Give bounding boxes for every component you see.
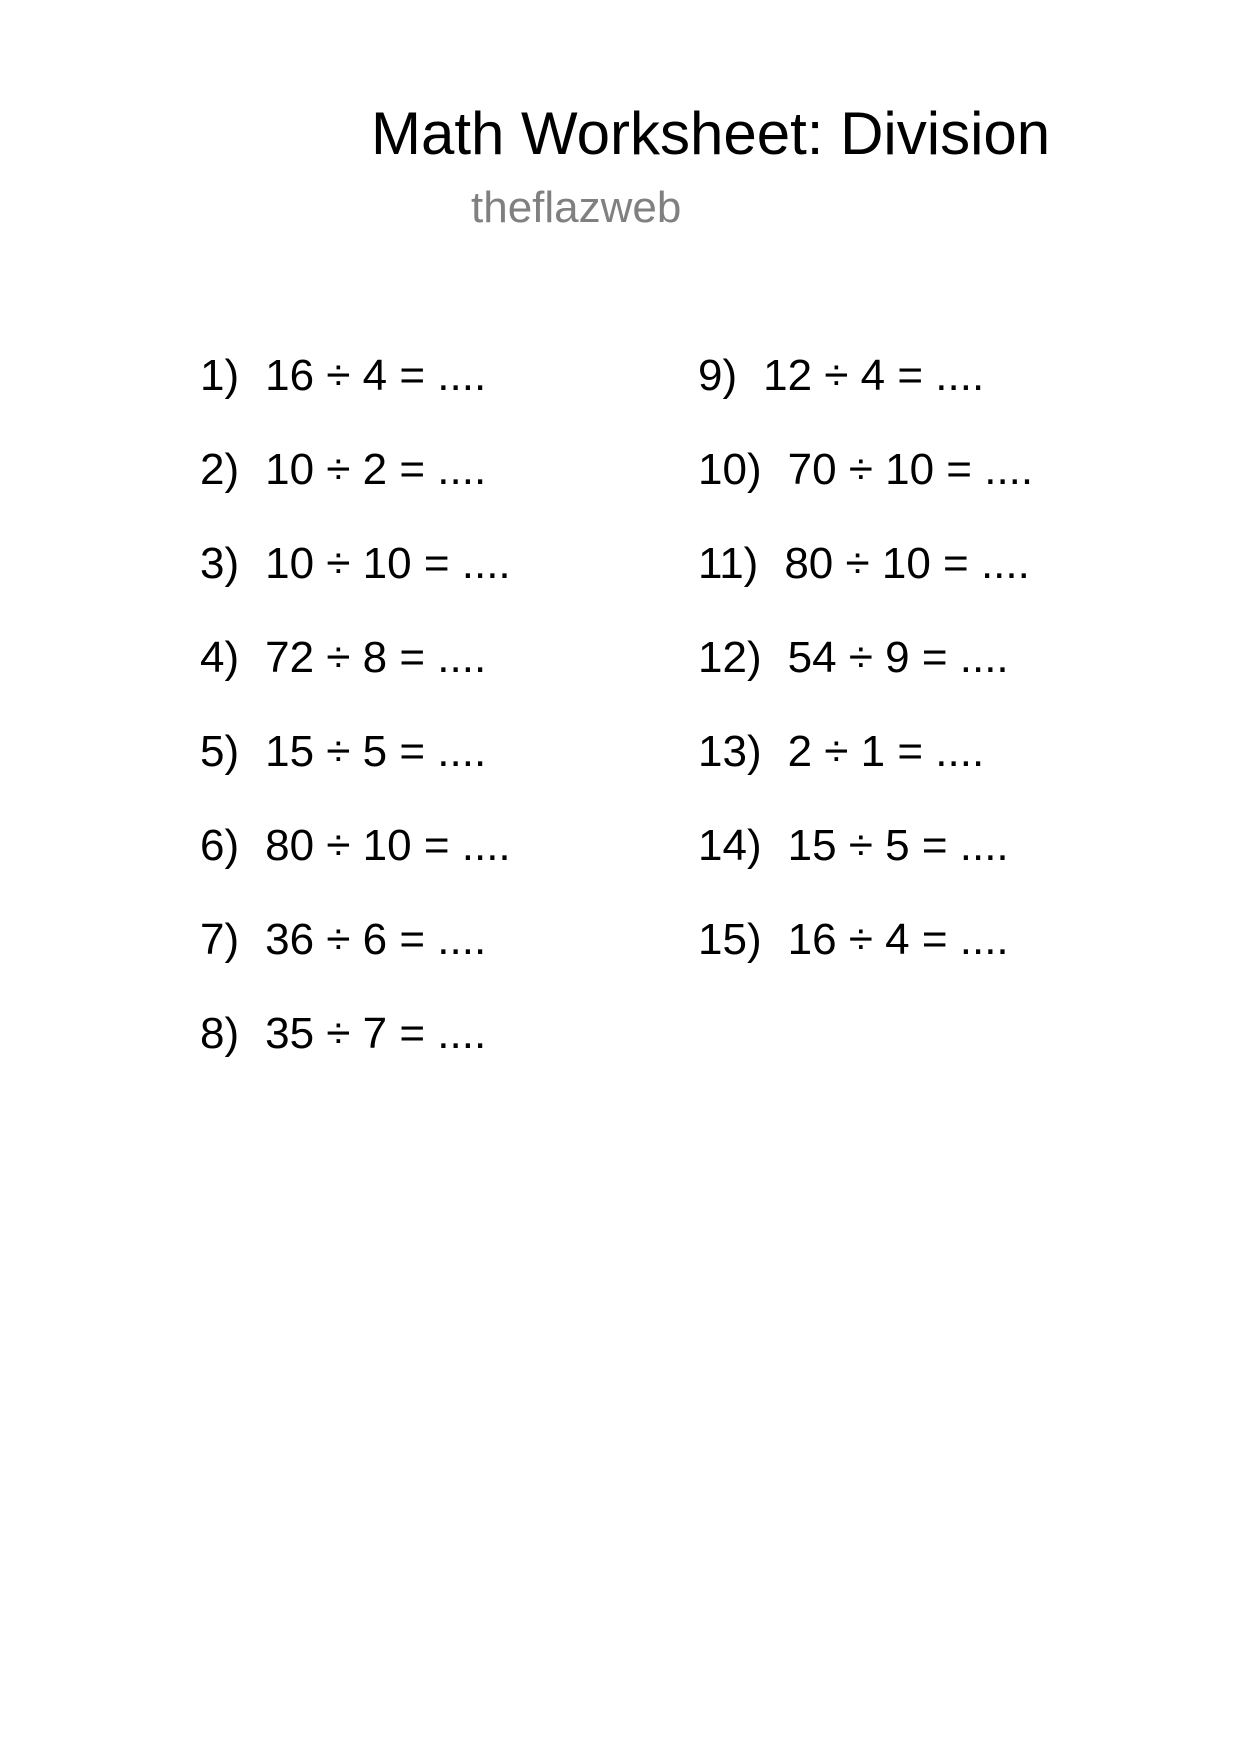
problem-expression: 15 ÷ 5 = .... bbox=[787, 821, 1009, 870]
problem-item bbox=[698, 444, 1033, 496]
problem-number: 5) bbox=[200, 727, 240, 776]
problem-item bbox=[698, 632, 1009, 684]
problem-expression: 10 ÷ 2 = .... bbox=[265, 445, 487, 494]
problem-number: 12) bbox=[698, 633, 762, 682]
problem-item bbox=[200, 820, 511, 872]
problem-number: 1) bbox=[200, 351, 240, 400]
problem-number: 14) bbox=[698, 821, 762, 870]
problem-item bbox=[200, 350, 486, 402]
problem-expression: 2 ÷ 1 = .... bbox=[787, 727, 985, 776]
problem-expression: 12 ÷ 4 = .... bbox=[763, 351, 985, 400]
problem-number: 13) bbox=[698, 727, 762, 776]
problem-number: 7) bbox=[200, 915, 240, 964]
problem-expression: 36 ÷ 6 = .... bbox=[265, 915, 487, 964]
problem-expression: 10 ÷ 10 = .... bbox=[265, 539, 511, 588]
problem-item bbox=[200, 632, 486, 684]
problem-number: 3) bbox=[200, 539, 240, 588]
problem-expression: 80 ÷ 10 = .... bbox=[265, 821, 511, 870]
author-name: theflazweb bbox=[471, 183, 682, 232]
problem-item bbox=[200, 726, 486, 778]
problem-expression: 16 ÷ 4 = .... bbox=[265, 351, 487, 400]
problem-expression: 70 ÷ 10 = .... bbox=[787, 445, 1034, 494]
problem-number: 10) bbox=[698, 445, 762, 494]
problem-expression: 15 ÷ 5 = .... bbox=[265, 727, 487, 776]
problem-item bbox=[698, 350, 984, 402]
problem-item bbox=[200, 444, 486, 496]
problem-expression: 54 ÷ 9 = .... bbox=[787, 633, 1009, 682]
problem-number: 9) bbox=[698, 351, 738, 400]
worksheet-title: Math Worksheet: Division bbox=[371, 100, 1051, 167]
problem-number: 8) bbox=[200, 1009, 240, 1058]
problem-number: 11) bbox=[698, 539, 759, 588]
problem-number: 15) bbox=[698, 915, 762, 964]
problem-number: 6) bbox=[200, 821, 240, 870]
problem-expression: 35 ÷ 7 = .... bbox=[265, 1009, 487, 1058]
problem-expression: 16 ÷ 4 = .... bbox=[787, 915, 1009, 964]
problem-number: 4) bbox=[200, 633, 240, 682]
problem-item bbox=[200, 538, 511, 590]
problem-expression: 72 ÷ 8 = .... bbox=[265, 633, 487, 682]
problem-item bbox=[698, 726, 984, 778]
problem-number: 2) bbox=[200, 445, 240, 494]
problem-item bbox=[200, 1008, 486, 1060]
problem-item bbox=[200, 914, 486, 966]
problem-expression: 80 ÷ 10 = .... bbox=[784, 539, 1030, 588]
problem-item bbox=[698, 538, 1030, 590]
problem-item bbox=[698, 914, 1009, 966]
problem-item bbox=[698, 820, 1009, 872]
